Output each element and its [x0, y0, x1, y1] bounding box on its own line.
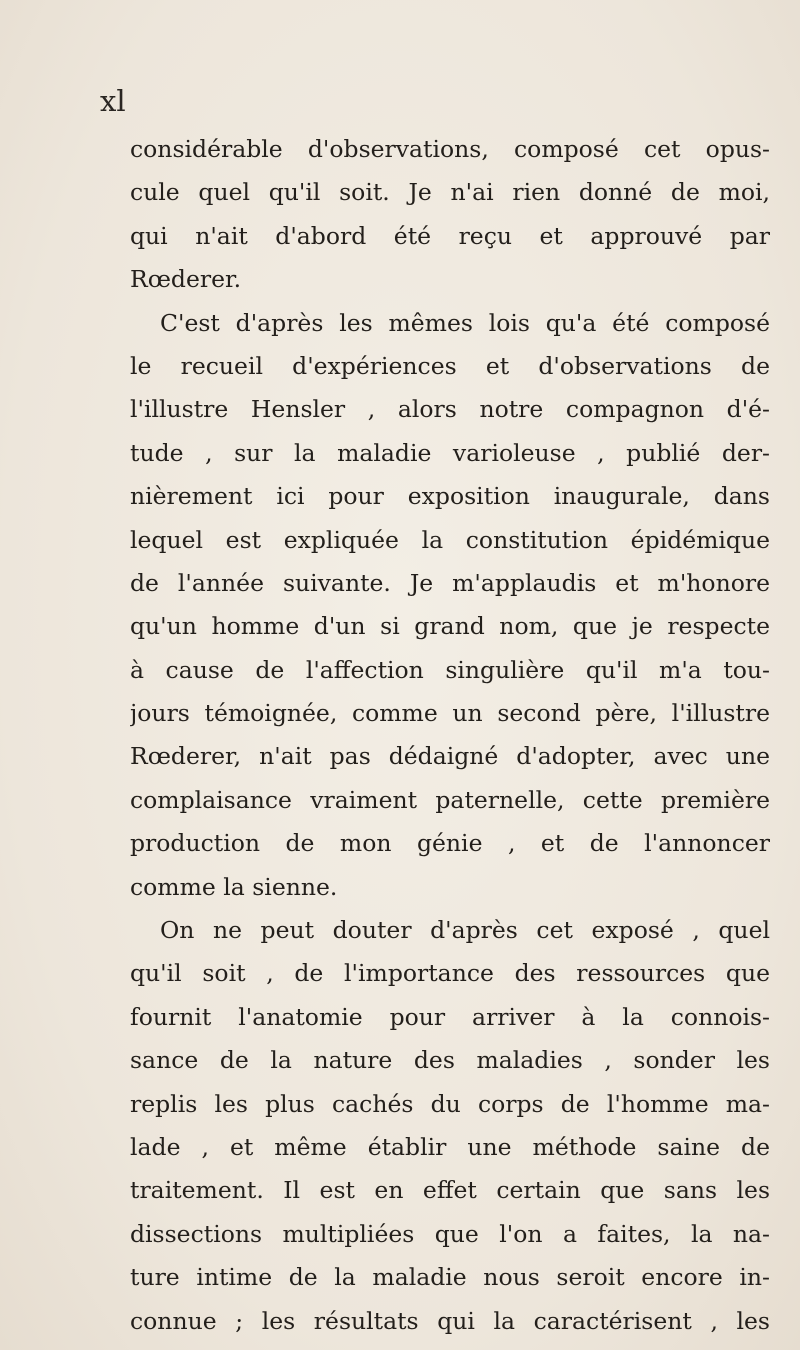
- text-line: On ne peut douter d'après cet exposé , quel: [160, 916, 770, 945]
- text-line: le recueil d'expériences et d'observations de: [130, 351, 770, 380]
- page-number: xl: [100, 84, 126, 118]
- text-line: qui n'ait d'abord été reçu et approuvé par: [130, 221, 770, 250]
- text-line: nièrement ici pour exposition inaugurale, dans: [130, 482, 770, 511]
- text-line: à cause de l'affection singulière qu'il m'a tou-: [130, 655, 770, 684]
- text-line: de l'année suivante. Je m'applaudis et m'honore: [130, 568, 770, 597]
- text-line: fournit l'anatomie pour arriver à la connois-: [130, 1002, 770, 1031]
- text-line: complaisance vraiment paternelle, cette première: [130, 785, 770, 814]
- body-text: [130, 128, 770, 1343]
- text-line: qu'un homme d'un si grand nom, que je respecte: [130, 612, 770, 641]
- text-line: ture intime de la maladie nous seroit encore in-: [130, 1263, 770, 1292]
- text-line: sance de la nature des maladies , sonder les: [130, 1046, 770, 1075]
- text-line: connue ; les résultats qui la caractérisent , les: [130, 1306, 770, 1335]
- text-line: lade , et même établir une méthode saine de: [130, 1132, 770, 1161]
- text-line: dissections multipliées que l'on a faites, la na-: [130, 1219, 770, 1248]
- text-line: Rœderer, n'ait pas dédaigné d'adopter, avec une: [130, 742, 770, 771]
- text-line: Rœderer.: [130, 265, 242, 294]
- text-line: replis les plus cachés du corps de l'homme ma-: [130, 1089, 770, 1118]
- text-line: C'est d'après les mêmes lois qu'a été composé: [160, 308, 770, 337]
- text-line: cule quel qu'il soit. Je n'ai rien donné de moi,: [130, 178, 770, 207]
- text-line: qu'il soit , de l'importance des ressources que: [130, 959, 770, 988]
- text-line: tude , sur la maladie varioleuse , publié der-: [130, 438, 770, 467]
- text-line: lequel est expliquée la constitution épidémique: [130, 525, 770, 554]
- text-line: comme la sienne.: [130, 872, 338, 901]
- text-line: considérable d'observations, composé cet opus-: [130, 135, 770, 163]
- text-line: traitement. Il est en effet certain que sans les: [130, 1176, 770, 1205]
- text-line: l'illustre Hensler , alors notre compagnon d'é-: [130, 395, 770, 424]
- text-line: jours témoignée, comme un second père, l'illustre: [130, 699, 770, 728]
- text-line: production de mon génie , et de l'annoncer: [130, 829, 770, 858]
